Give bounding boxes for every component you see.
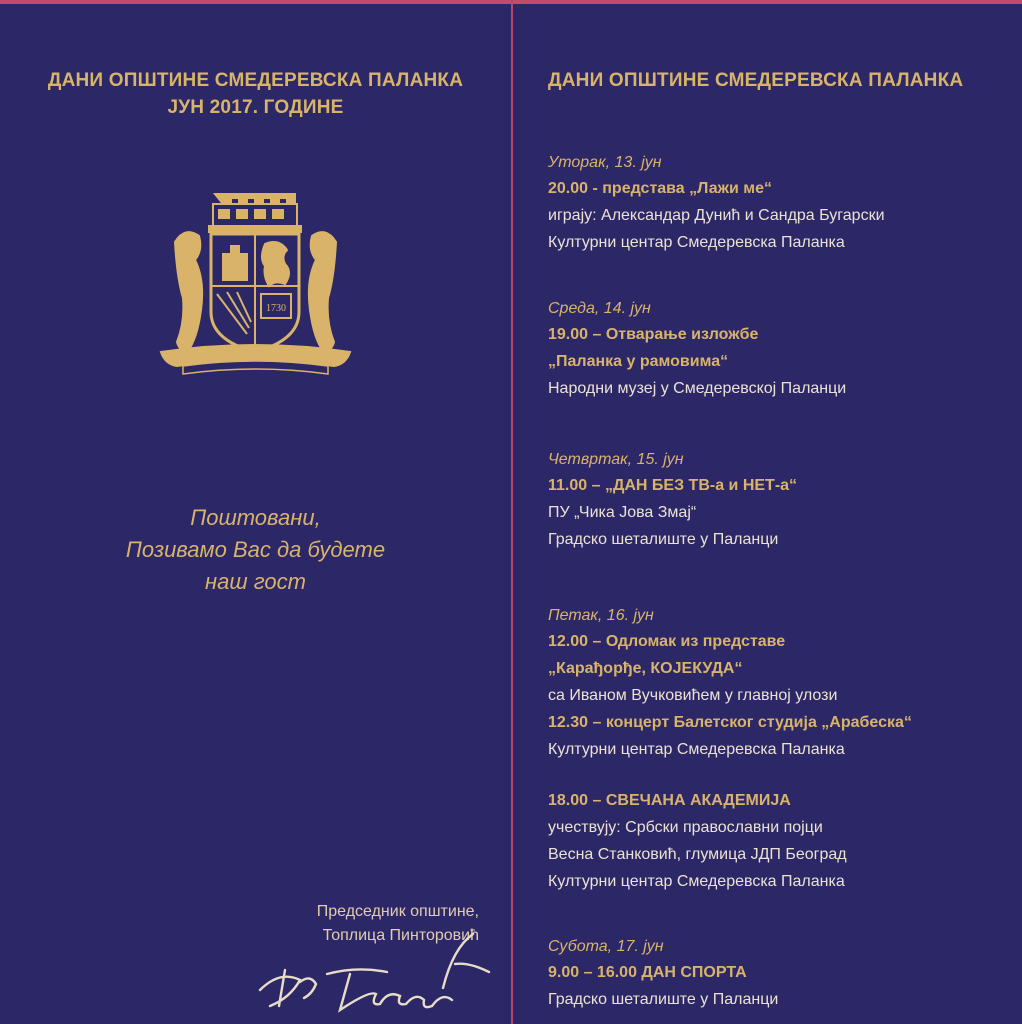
event-detail: Градско шеталиште у Паланци	[548, 991, 779, 1008]
program-day	[548, 934, 1018, 1013]
event-heading: 9.00 – 16.00 ДАН СПОРТА	[548, 964, 747, 981]
day-date: Субота, 17. јун	[548, 938, 664, 955]
event-heading: 11.00 – „ДАН БЕЗ ТВ-а и НЕТ-а“	[548, 477, 798, 494]
program-day	[548, 603, 1018, 895]
event-heading: „Паланка у рамовима“	[548, 353, 729, 370]
day-date: Четвртак, 15. јун	[548, 451, 684, 468]
event-detail: Културни центар Смедеревска Паланка	[548, 234, 845, 251]
event-detail: са Иваном Вучковићем у главној улози	[548, 687, 838, 704]
event-heading: 12.00 – Одломак из представе	[548, 633, 786, 650]
left-title-line2: ЈУН 2017. ГОДИНЕ	[167, 97, 344, 118]
left-title-line1: ДАНИ ОПШТИНЕ СМЕДЕРЕВСКА ПАЛАНКА	[47, 70, 464, 91]
right-panel	[513, 0, 1022, 1024]
day-date: Среда, 14. јун	[548, 300, 651, 317]
day-date: Уторак, 13. јун	[548, 154, 662, 171]
invite-line-3: наш гост	[205, 569, 306, 594]
event-heading: „Карађорђе, КОЈЕКУДА“	[548, 660, 743, 677]
event-heading: 12.30 – концерт Балетског студија „Арабеска“	[548, 714, 912, 731]
invite-line-2: Позивамо Вас да будете	[125, 537, 386, 562]
event-detail: Весна Станковић, глумица ЈДП Београд	[548, 846, 847, 863]
invitation-text	[0, 502, 511, 598]
event-detail: Културни центар Смедеревска Паланка	[548, 873, 845, 890]
signer-name: Топлица Пинторовић	[322, 927, 479, 944]
event-detail: Културни центар Смедеревска Паланка	[548, 741, 845, 758]
coat-of-arms-icon	[153, 182, 358, 387]
event-detail: учествују: Србски православни појци	[548, 819, 823, 836]
event-detail: Градско шеталиште у Паланци	[548, 531, 779, 548]
day-date: Петак, 16. јун	[548, 607, 654, 624]
spacer	[548, 763, 1018, 787]
event-heading: 18.00 – СВЕЧАНА АКАДЕМИЈА	[548, 792, 791, 809]
program-day	[548, 150, 1018, 256]
invite-line-1: Поштовани,	[190, 505, 321, 530]
event-heading: 19.00 – Отварање изложбе	[548, 326, 759, 343]
event-heading: 20.00 - представа „Лажи ме“	[548, 180, 773, 197]
event-detail: ПУ „Чика Јова Змај“	[548, 504, 697, 521]
signer-title: Председник општине,	[316, 903, 479, 920]
program-day	[548, 296, 1018, 402]
handwritten-signature	[255, 930, 500, 1015]
program-day	[548, 447, 1018, 553]
event-detail: играју: Александар Дунић и Сандра Бугарски	[548, 207, 885, 224]
program-title: ДАНИ ОПШТИНЕ СМЕДЕРЕВСКА ПАЛАНКА	[548, 70, 964, 91]
svg-text:1730: 1730	[266, 303, 286, 314]
event-detail: Народни музеј у Смедеревској Паланци	[548, 380, 847, 397]
